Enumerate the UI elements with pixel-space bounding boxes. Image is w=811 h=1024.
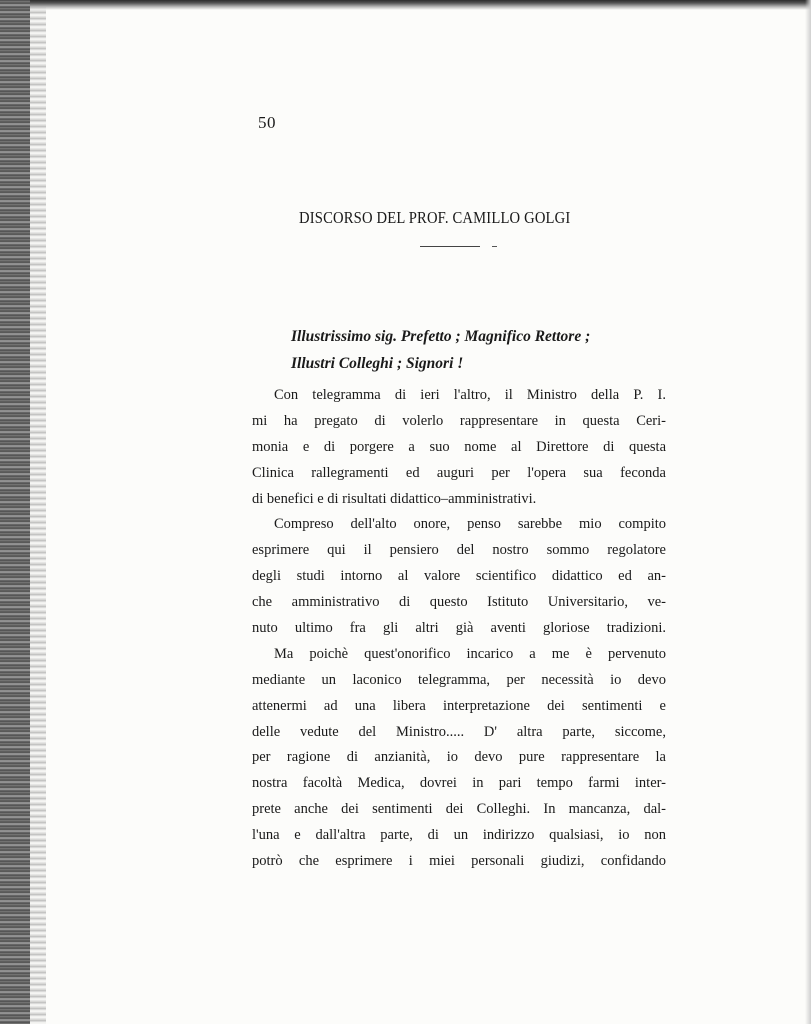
text-line: l'una e dall'altra parte, di un indirizzo qualsiasi, io non: [252, 827, 666, 844]
salutation-line: Illustrissimo sig. Prefetto ; Magnifico Rettore ;: [291, 328, 591, 345]
text-line: mi ha pregato di volerlo rappresentare in questa Ceri-: [252, 412, 666, 429]
binding-edge: [0, 0, 30, 1024]
top-edge-shadow: [30, 0, 811, 10]
salutation-line: Illustri Colleghi ; Signori !: [291, 355, 464, 372]
text-line: per ragione di anzianità, io devo pure rappresentare la: [252, 749, 666, 766]
right-edge-shadow: [805, 0, 811, 1024]
salutation: [291, 323, 590, 377]
text-line: delle vedute del Ministro..... D' altra parte, siccome,: [252, 723, 666, 740]
page-number: 50: [258, 113, 276, 132]
text-line: Compreso dell'alto onore, penso sarebbe mio compito: [274, 516, 666, 533]
binding-edge-shadow: [30, 0, 46, 1024]
text-line: potrò che esprimere i miei personali giudizi, confidando: [252, 853, 666, 870]
page-heading: DISCORSO DEL PROF. CAMILLO GOLGI: [299, 208, 571, 227]
text-line: Ma poichè quest'onorifico incarico a me è pervenuto: [274, 645, 666, 662]
text-line: nostra facoltà Medica, dovrei in pari tempo farmi inter-: [252, 775, 666, 792]
text-line: Clinica rallegramenti ed auguri per l'opera sua feconda: [252, 464, 666, 481]
text-line: prete anche dei sentimenti dei Colleghi. In mancanza, dal-: [252, 801, 666, 818]
text-line: mediante un laconico telegramma, per necessità io devo: [252, 671, 666, 688]
heading-rule: [420, 246, 480, 247]
text-line: monia e di porgere a suo nome al Direttore di questa: [252, 438, 666, 455]
text-line: degli studi intorno al valore scientifico didattico ed an-: [252, 568, 666, 585]
text-line: esprimere qui il pensiero del nostro sommo regolatore: [252, 542, 666, 559]
text-line: nuto ultimo fra gli altri già aventi gloriose tradizioni.: [252, 620, 666, 637]
body-text: [252, 383, 666, 875]
text-line: di benefici e di risultati didattico–amministrativi.: [252, 490, 537, 507]
text-line: che amministrativo di questo Istituto Universitario, ve-: [252, 594, 666, 611]
text-line: attenermi ad una libera interpretazione dei sentimenti e: [252, 697, 666, 714]
text-line: Con telegramma di ieri l'altro, il Ministro della P. I.: [274, 387, 666, 403]
heading-rule-tail: [492, 246, 497, 247]
